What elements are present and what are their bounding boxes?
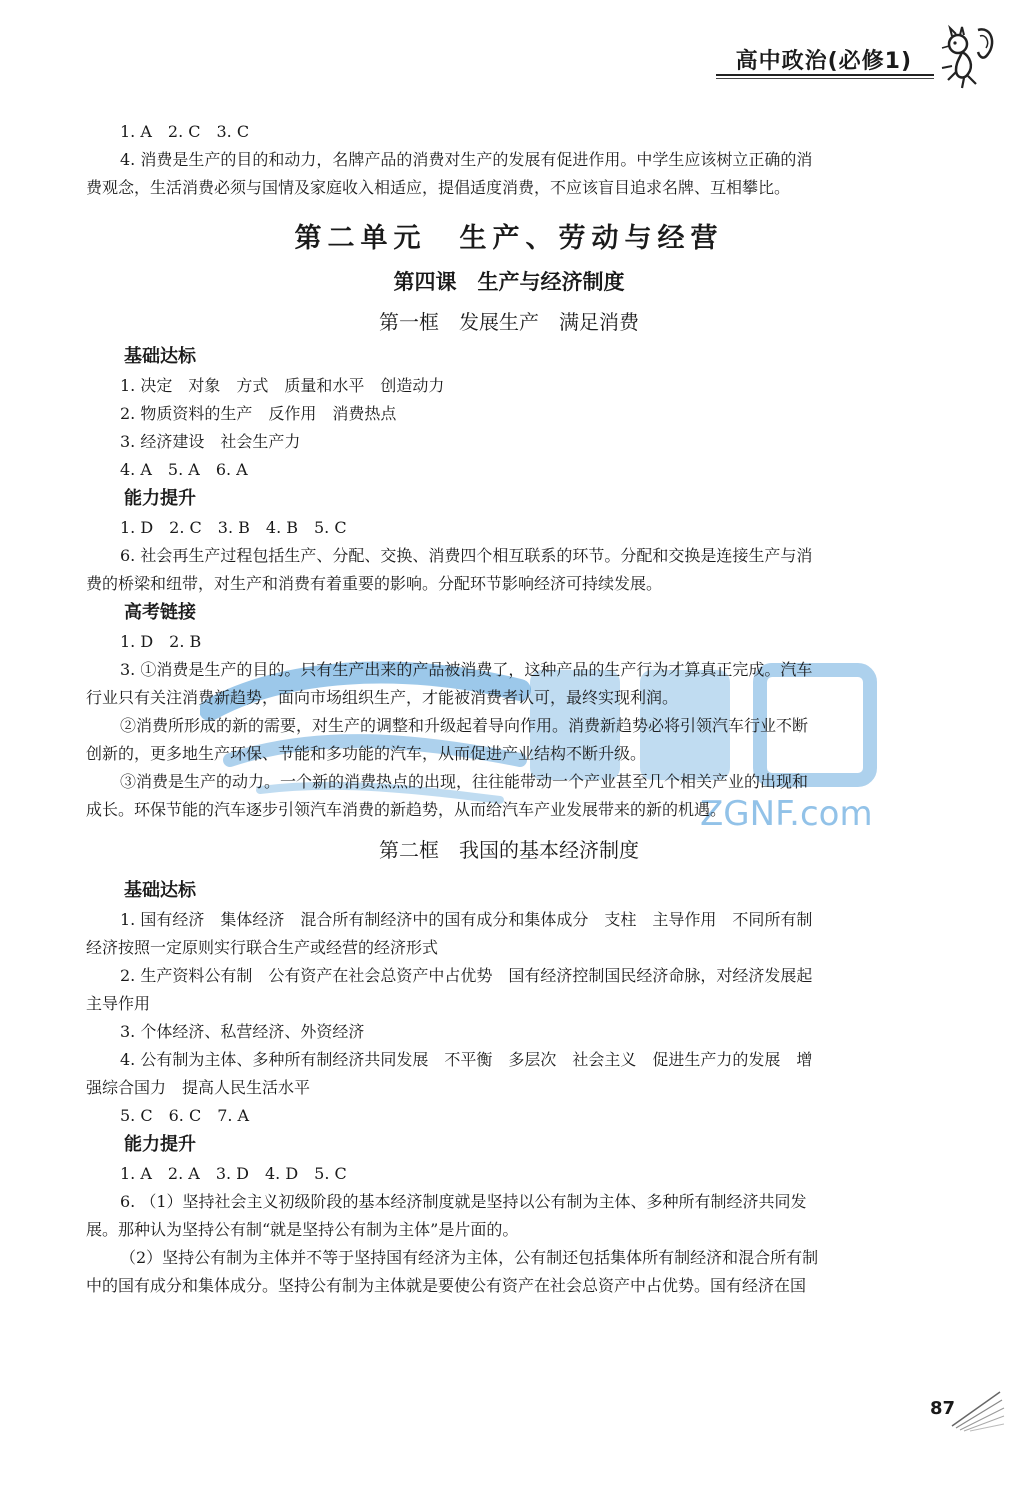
answer-line: 费观念，生活消费必须与国情及家庭收入相适应，提倡适度消费，不应该盲目追求名牌、互相攀比。	[86, 178, 791, 197]
answer-line: 3. ①消费是生产的目的。只有生产出来的产品被消费了，这种产品的生产行为才算真正完成。汽车	[120, 660, 813, 679]
answer-line: 1. D 2. C 3. B 4. B 5. C	[120, 518, 347, 537]
header-rule-thin	[716, 78, 934, 79]
answer-line: ②消费所形成的新的需要，对生产的调整和升级起着导向作用。消费新趋势必将引领汽车行业不断	[120, 716, 809, 735]
section-heading: 基础达标	[124, 880, 196, 901]
answer-line: 行业只有关注消费新趋势，面向市场组织生产，才能被消费者认可，最终实现利润。	[86, 688, 679, 707]
section-heading: 基础达标	[124, 346, 196, 367]
answer-line: 1. 决定 对象 方式 质量和水平 创造动力	[120, 376, 445, 395]
answer-line: 费的桥梁和纽带，对生产和消费有着重要的影响。分配环节影响经济可持续发展。	[86, 574, 663, 593]
answer-line: 4. 消费是生产的目的和动力，名牌产品的消费对生产的发展有促进作用。中学生应该树立正确的消	[120, 150, 813, 169]
page-number: 87	[930, 1398, 956, 1419]
watermark-domain: ZGNF.com	[700, 794, 873, 834]
answer-line: 2. 物质资料的生产 反作用 消费热点	[120, 404, 397, 423]
answer-line: 经济按照一定原则实行联合生产或经营的经济形式	[86, 938, 439, 957]
answer-line: 3. 个体经济、私营经济、外资经济	[120, 1022, 365, 1041]
section-heading: 高考链接	[124, 602, 196, 623]
answer-line: 创新的，更多地生产环保、节能和多功能的汽车，从而促进产业结构不断升级。	[86, 744, 647, 763]
answer-line: 1. D 2. B	[120, 632, 202, 651]
section-heading: 能力提升	[124, 1134, 196, 1155]
answer-line: 6. 社会再生产过程包括生产、分配、交换、消费四个相互联系的环节。分配和交换是连接生产与消	[120, 546, 813, 565]
lesson-title: 第四课 生产与经济制度	[393, 270, 625, 294]
answer-line: ③消费是生产的动力。一个新的消费热点的出现，往往能带动一个产业甚至几个相关产业的出现和	[120, 772, 809, 791]
answer-line: 展。那种认为坚持公有制“就是坚持公有制为主体”是片面的。	[86, 1220, 519, 1239]
section-heading: 能力提升	[124, 488, 196, 509]
answer-line: 中的国有成分和集体成分。坚持公有制为主体就是要使公有资产在社会总资产中占优势。国有经济在国	[86, 1276, 807, 1295]
answer-line: 强综合国力 提高人民生活水平	[86, 1078, 311, 1097]
answer-line: 2. 生产资料公有制 公有资产在社会总资产中占优势 国有经济控制国民经济命脉，对经济发展起	[120, 966, 813, 985]
answer-line: 成长。环保节能的汽车逐步引领汽车消费的新趋势，从而给汽车产业发展带来的新的机遇。	[86, 800, 727, 819]
answer-line: （2）坚持公有制为主体并不等于坚持国有经济为主体，公有制还包括集体所有制经济和混合所有制	[120, 1248, 819, 1267]
unit-title: 第二单元 生产、劳动与经营	[294, 223, 724, 254]
answer-line: 5. C 6. C 7. A	[120, 1106, 250, 1125]
answer-line: 1. 国有经济 集体经济 混合所有制经济中的国有成分和集体成分 支柱 主导作用 不同所有制	[120, 910, 813, 929]
header-title: 高中政治(必修1)	[735, 49, 912, 74]
answer-content	[86, 118, 932, 1300]
answer-line: 4. A 5. A 6. A	[120, 460, 248, 479]
answer-line: 主导作用	[86, 994, 151, 1013]
frame-title: 第二框 我国的基本经济制度	[379, 838, 639, 862]
header-rule	[716, 74, 934, 76]
answer-line: 3. 经济建设 社会生产力	[120, 432, 301, 451]
answer-line: 4. 公有制为主体、多种所有制经济共同发展 不平衡 多层次 社会主义 促进生产力的发展 增	[120, 1050, 813, 1069]
answer-line: 1. A 2. A 3. D 4. D 5. C	[120, 1164, 347, 1183]
corner-decoration-icon	[946, 1386, 1006, 1432]
squirrel-icon	[934, 22, 998, 92]
answer-line: 1. A 2. C 3. C	[120, 122, 250, 141]
answer-line: 6. （1）坚持社会主义初级阶段的基本经济制度就是坚持以公有制为主体、多种所有制经济共同发	[120, 1192, 807, 1211]
frame-title: 第一框 发展生产 满足消费	[379, 310, 639, 334]
